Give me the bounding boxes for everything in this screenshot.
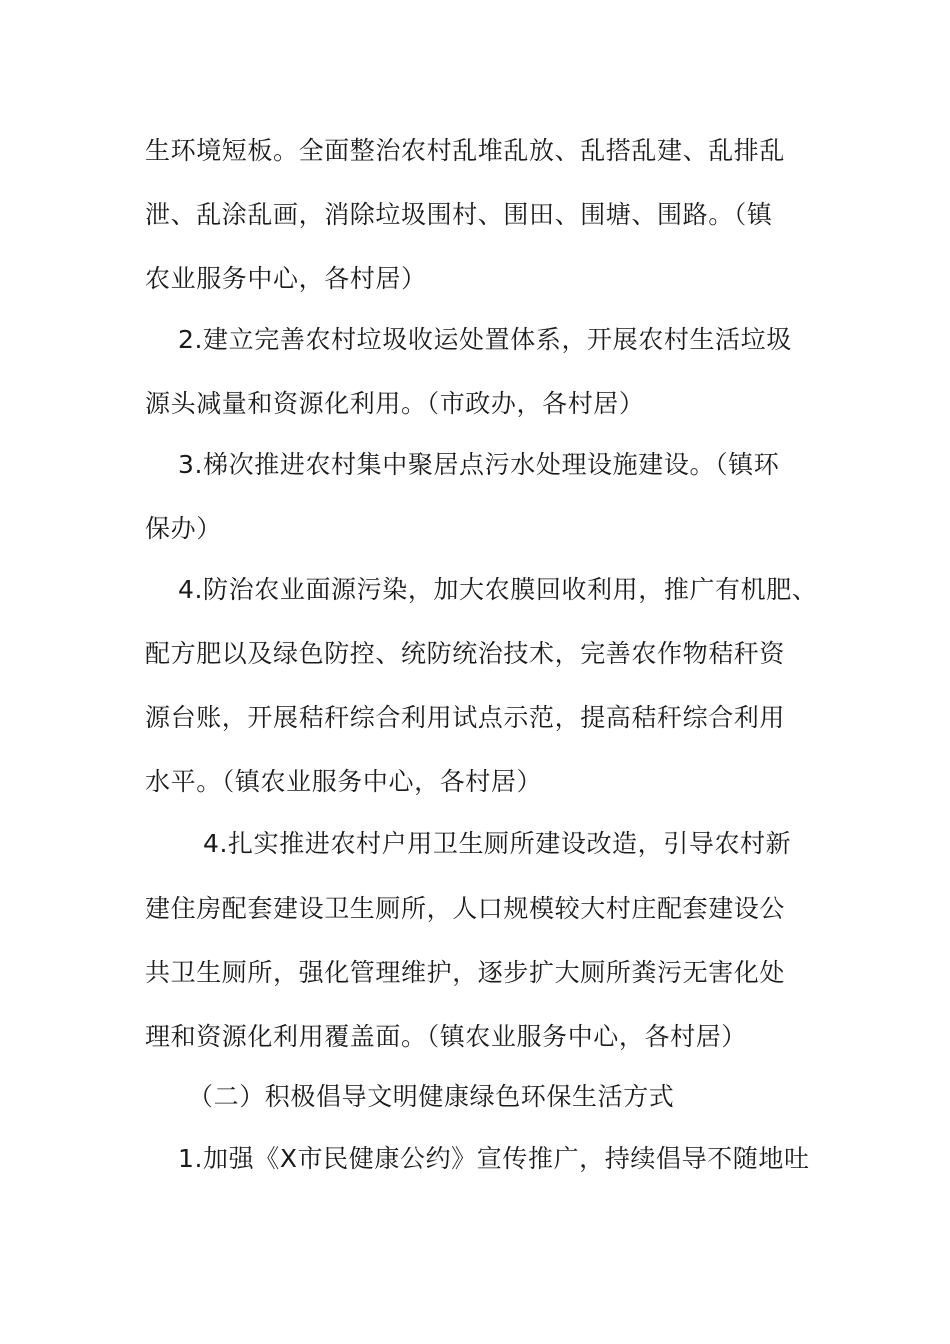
text-line: 3.梯次推进农村集中聚居点污水处理设施建设。（镇环 <box>178 450 780 479</box>
text-line: 源台账，开展秸秆综合利用试点示范，提高秸秆综合利用 <box>145 703 786 732</box>
text-line: 4.扎实推进农村户用卫生厕所建设改造，引导农村新 <box>203 829 792 858</box>
text-line: 泄、乱涂乱画，消除垃圾围村、围田、围塘、围路。（镇 <box>145 200 773 229</box>
text-line: 4.防治农业面源污染，加大农膜回收利用，推广有机肥、 <box>178 575 818 604</box>
section-heading: （二）积极倡导文明健康绿色环保生活方式 <box>188 1082 675 1111</box>
text-line: 配方肥以及绿色防控、统防统治技术，完善农作物秸秆资 <box>145 639 786 668</box>
text-line: 源头减量和资源化利用。（市政办，各村居） <box>145 389 645 418</box>
text-line: 农业服务中心，各村居） <box>145 264 427 293</box>
text-line: 生环境短板。全面整治农村乱堆乱放、乱搭乱建、乱排乱 <box>145 136 786 165</box>
text-line: 保办） <box>145 514 222 543</box>
text-line: 理和资源化利用覆盖面。（镇农业服务中心，各村居） <box>145 1022 747 1051</box>
text-line: 共卫生厕所，强化管理维护，逐步扩大厕所粪污无害化处 <box>145 958 786 987</box>
text-line: 1.加强《X市民健康公约》宣传推广，持续倡导不随地吐 <box>178 1144 810 1173</box>
text-line: 建住房配套建设卫生厕所，人口规模较大村庄配套建设公 <box>145 894 786 923</box>
text-line: 2.建立完善农村垃圾收运处置体系，开展农村生活垃圾 <box>178 325 792 354</box>
text-line: 水平。（镇农业服务中心，各村居） <box>145 767 543 796</box>
